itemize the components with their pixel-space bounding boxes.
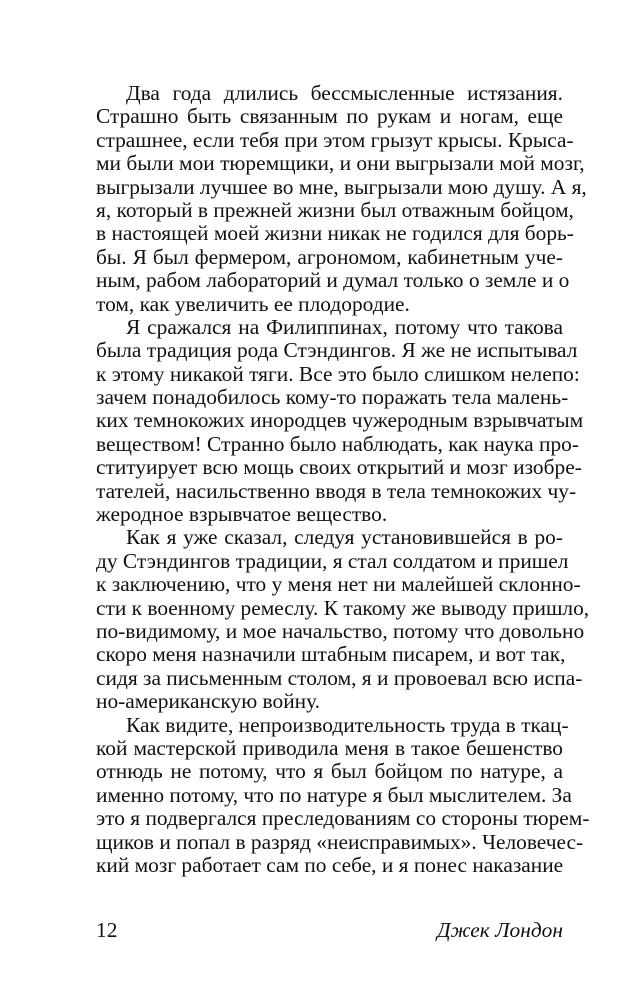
running-footer-author: Джек Лондон (437, 918, 563, 942)
text-line: ным, рабом лабораторий и думал только о земле и о (96, 268, 570, 293)
text-line: Я сражался на Филиппинах, потому что такова (126, 314, 563, 339)
text-line: в настоящей моей жизни никак не годился для борь- (96, 221, 574, 246)
page-number: 12 (96, 918, 118, 942)
text-line: том, как увеличить ее плодородие. (96, 291, 410, 316)
page-body (96, 81, 590, 877)
text-line: сти к военному ремеслу. К такому же выводу пришло, (96, 595, 590, 620)
text-line: но-американскую войну. (96, 689, 320, 714)
text-line: выгрызали лучшее во мне, выгрызали мою душу. А я, (96, 174, 587, 199)
text-line: щиков и попал в разряд «неисправимых». Человечес- (96, 829, 584, 854)
text-line: кой мастерской приводила меня в такое бешенство (96, 735, 563, 760)
text-line: ду Стэндингов традиции, я стал солдатом и пришел (96, 548, 569, 573)
text-line: сидя за письменным столом, я и провоевал всю испа- (96, 665, 583, 690)
text-line: страшнее, если тебя при этом грызут крысы. Крыса- (96, 127, 574, 152)
text-line: скоро меня назначили штабным писарем, и вот так, (96, 642, 566, 667)
text-line: Страшно быть связанным по рукам и ногам, еще (96, 104, 563, 129)
text-line: Два года длились бессмысленные истязания. (126, 81, 563, 105)
text-line: к этому никакой тяги. Все это было слишком нелепо: (96, 361, 580, 386)
text-line: веществом! Странно было наблюдать, как наука про- (96, 431, 579, 456)
text-line: Как видите, непроизводительность труда в ткац- (126, 712, 569, 737)
text-line: тателей, насильственно вводя в тела темнокожих чу- (96, 478, 577, 503)
text-line: ституирует всю мощь своих открытий и мозг изобре- (96, 455, 582, 480)
paragraph-2 (96, 314, 584, 527)
text-line: ми были мои тюремщики, и они выгрызали мой мозг, (96, 151, 585, 176)
text-line: была традиция рода Стэндингов. Я же не испытывал (96, 338, 578, 363)
text-line: Как я уже сказал, следуя установившейся в ро- (126, 525, 563, 550)
text-line: кий мозг работает сам по себе, и я понес наказание (96, 852, 564, 877)
text-line: именно потому, что по натуре я был мыслителем. За (96, 782, 572, 807)
text-line: жеродное взрывчатое вещество. (96, 502, 388, 527)
text-line: это я подвергался преследованиям со стороны тюрем- (96, 806, 590, 831)
paragraph-1 (96, 81, 587, 316)
text-line: ких темнокожих инородцев чужеродным взрывчатым (96, 408, 584, 433)
text-line: по-видимому, и мое начальство, потому что довольно (96, 618, 585, 643)
text-line: я, который в прежней жизни был отважным бойцом, (96, 197, 574, 222)
text-line: зачем понадобилось кому-то поражать тела малень- (96, 385, 569, 410)
text-line: отнюдь не потому, что я был бойцом по натуре, а (96, 759, 563, 784)
paragraph-3 (96, 525, 590, 714)
text-line: к заключению, что у меня нет ни малейшей склонно- (96, 572, 581, 597)
paragraph-4 (96, 712, 590, 878)
text-line: бы. Я был фермером, агрономом, кабинетным уче- (96, 244, 563, 269)
